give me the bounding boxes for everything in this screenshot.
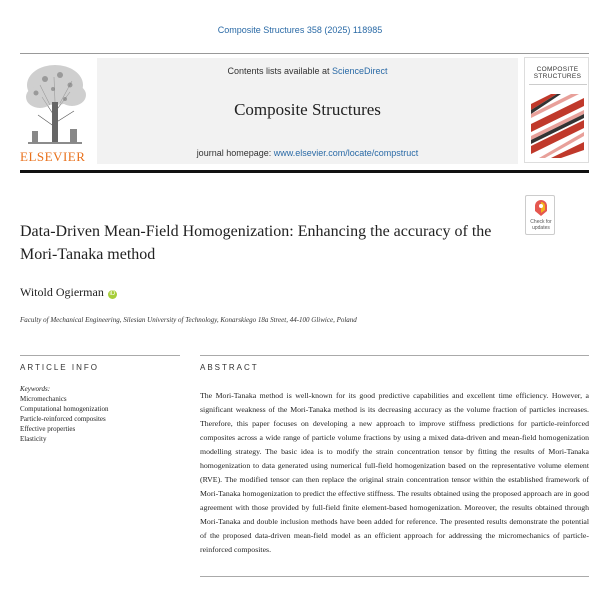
- cover-artwork: [531, 94, 584, 158]
- abstract-rule: [200, 355, 589, 356]
- keywords-label: Keywords:: [20, 385, 51, 393]
- journal-cover-thumbnail[interactable]: [524, 57, 589, 163]
- contents-prefix: Contents lists available at: [227, 66, 333, 76]
- check-updates-label: [526, 219, 556, 231]
- article-title: Data-Driven Mean-Field Homogenization: Enhancing the accuracy of the Mori-Tanaka method: [20, 223, 492, 263]
- cover-divider: [529, 84, 587, 88]
- abstract-text: The Mori-Tanaka method is well-known for its good predictive capabilities and excellent time efficiency. However, a significant weakness of the Mori-Tanaka method is its decreasing accuracy as the volume fraction of particles increases. Therefore, this paper focuses on developing a new approach to improve stiffness predictions for particle-reinforced composites across a wide range of particle volume fractions by using a mixed data-driven and mean-field homogenization modelling strategy. The basic idea is to modify the strain concentration tensor by fitting the results of Mori-Tanaka homogenization to data generated using numerical full-field homogenization based on the representative volume element (RVE). The modified tensor can then replace the original strain concentration tensor within the established framework of Mori-Tanaka homogenization to predict the effective stiffness. The results obtained using the proposed approach are in good agreement with those provided by full-field finite element-based homogenization. Moreover, the results obtained through Mori-Tanaka and double inclusion methods have been added for reference. The presented results demonstrate the potential of the proposed data-driven mean-field model as an efficient approach for addressing the micromechanics of particle-reinforced composites.: [200, 391, 589, 554]
- author-name[interactable]: Witold Ogierman: [20, 285, 104, 299]
- journal-homepage-line: [97, 148, 518, 158]
- article-info-heading: ARTICLE INFO: [20, 363, 99, 372]
- check-updates-line2: updates: [532, 225, 550, 231]
- keyword-item: Effective properties: [20, 425, 76, 433]
- sciencedirect-link[interactable]: ScienceDirect: [332, 66, 388, 76]
- publisher-wordmark: ELSEVIER: [20, 149, 86, 164]
- header-top-rule: [20, 53, 589, 54]
- check-for-updates-button[interactable]: [525, 195, 555, 235]
- author-line: [20, 285, 117, 300]
- author-affiliation: Faculty of Mechanical Engineering, Silesian University of Technology, Konarskiego 18a Street, 44-100 Gliwice, Poland: [20, 316, 357, 324]
- check-updates-line1: Check for: [530, 219, 552, 225]
- keyword-item: Computational homogenization: [20, 405, 109, 413]
- journal-citation[interactable]: Composite Structures 358 (2025) 118985: [217, 25, 383, 35]
- cover-title-line2: STRUCTURES: [533, 73, 582, 80]
- article-info-rule: [20, 355, 180, 356]
- cover-title: [525, 66, 589, 80]
- homepage-prefix: journal homepage:: [196, 148, 274, 158]
- header-bottom-rule: [20, 170, 589, 173]
- cover-title-line1: COMPOSITE: [536, 66, 579, 73]
- abstract-bottom-rule: [200, 576, 589, 577]
- orcid-icon[interactable]: iD: [109, 291, 116, 297]
- journal-name[interactable]: Composite Structures: [234, 100, 381, 119]
- keyword-item: Elasticity: [20, 435, 47, 443]
- abstract-heading: ABSTRACT: [200, 363, 259, 372]
- journal-homepage-link[interactable]: www.elsevier.com/locate/compstruct: [273, 148, 419, 158]
- contents-available-line: [97, 66, 518, 76]
- keyword-item: Micromechanics: [20, 395, 67, 403]
- check-updates-icon: [534, 199, 548, 217]
- keywords-list: [20, 394, 180, 444]
- keyword-item: Particle-reinforced composites: [20, 415, 106, 423]
- elsevier-tree-logo[interactable]: [20, 57, 90, 163]
